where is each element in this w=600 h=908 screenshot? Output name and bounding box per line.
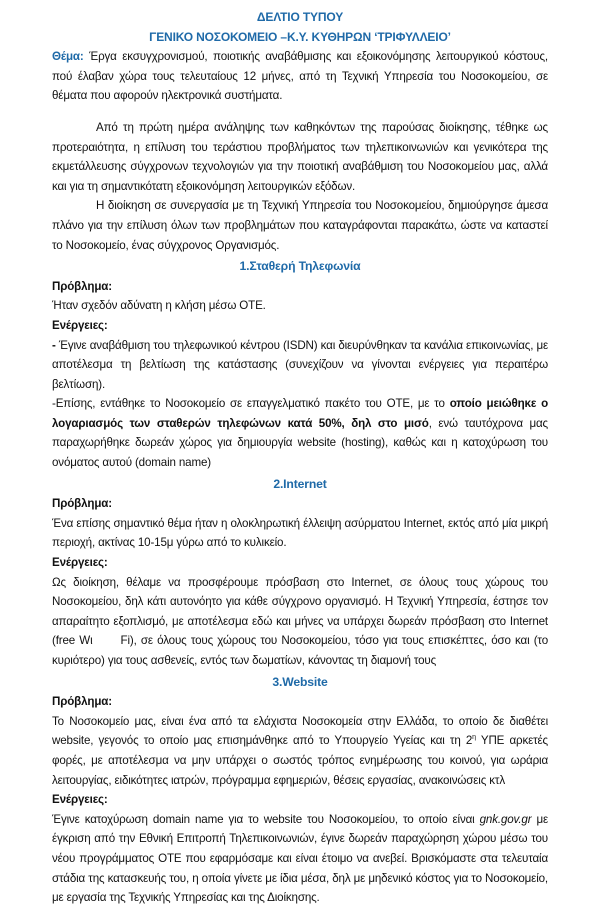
website-problem-post: ΥΠΕ αρκετές φορές, με αποτέλεσμα να μην υπάρχει ο σωστός τρόπος ενημέρωσης του κοινού, για ωράρια λειτουργίας, ειδικότητες ιατρών, πρόγραμμα εφημεριών, θέσεις εργασίας, ανακοινώσεις κτλ	[52, 734, 548, 787]
hospital-title: ΓΕΝΙΚΟ ΝΟΣΟΚΟΜΕΙΟ –Κ.Υ. ΚΥΘΗΡΩΝ ‘ΤΡΙΦΥΛΛΕΙΟ’	[149, 29, 451, 44]
domain-name: gnk.gov.gr	[479, 812, 532, 826]
subject-paragraph	[52, 47, 548, 106]
website-problem	[52, 712, 548, 790]
document-title: ΔΕΛΤΙΟ ΤΥΠΟΥ	[256, 10, 344, 24]
subject-text: Έργα εκσυγχρονισμού, ποιοτικής αναβάθμισης και εξοικονόμησης λειτουργικού κόστους, πού έλαβαν χώρα τους τελευταίους 12 μήνες, από τη Τεχνική Υπηρεσία του Νοσοκομείου, σε θέματα που αφορούν ηλεκτρονικά συστήματα.	[52, 50, 548, 103]
telephony-problem: Ήταν σχεδόν αδύνατη η κλήση μέσω ΟΤΕ.	[52, 299, 266, 313]
website-actions	[52, 810, 548, 908]
telephony-action-1	[52, 336, 548, 395]
telephony-action-2	[52, 394, 548, 472]
internet-actions	[52, 573, 548, 671]
intro-paragraph-2: Η διοίκηση σε συνεργασία με τη Τεχνική Υπηρεσία του Νοσοκομείου, δημιούργησε άμεσα πλάνο για την επίλυση όλων των προβλημάτων που καταγράφονται παρακάτω, ώστε να καταστεί το Νοσοκομείο, ένας σύγχρονος Οργανισμός.	[52, 199, 548, 252]
ordinal-superscript: η	[472, 734, 476, 742]
intro-paragraph-1: Από τη πρώτη ημέρα ανάληψης των καθηκόντων της παρούσας διοίκησης, τέθηκε ως προτεραιότητα, η επίλυση του τεράστιου προβλήματος των τηλεπικοινωνιών και γενικότερα της εκμετάλλευσης σύγχρονων τεχνολογιών για την ποιοτική αναβάθμιση του Νοσοκομείου μας, αλλά και για τη σημαντικότατη εξοικονόμηση λειτουργικών εξόδων.	[52, 120, 548, 193]
website-actions-post: με έγκριση από την Εθνική Επιτροπή Τηλεπικοινωνιών, έγινε δωρεάν παραχώρηση χώρου μέσω του νέου προγράμματος ΟΤΕ που εφαρμόσαμε και είναι έτοιμο να ανεβεί. Βρισκόμαστε στα τελευταία στάδια της κατασκευής του, η οποία γίνετε με ίδια μέσα, δηλ με μηδενικό κόστος για το Νοσοκομείο, με εργασία της Τεχνικής Υπηρεσίας και της Διοίκησης.	[52, 812, 548, 905]
website-problem-pre: Το Νοσοκομείο μας, είναι ένα από τα ελάχιστα Νοσοκομεία στην Ελλάδα, το οποίο δε διαθέτει website, γεγονός το οποίο μας επισημάνθηκε από το Υπουργείο Υγείας και τη 2	[52, 714, 548, 748]
actions-label: Ενέργειες:	[52, 318, 108, 332]
telephony-action-1-text: Έγινε αναβάθμιση του τηλεφωνικού κέντρου (ISDN) και διευρύνθηκαν τα κανάλια επικοινωνίας, με αποτέλεσμα τη βελτίωση της κατάστασης (συνεχίζουν να γίνονται ενέργειες για περαιτέρω βελτίωση).	[52, 338, 548, 391]
actions-label: Ενέργειες:	[52, 793, 108, 807]
actions-label: Ενέργειες:	[52, 556, 108, 570]
website-actions-pre: Έγινε κατοχύρωση domain name για το website του Νοσοκομείου, το οποίο είναι	[52, 812, 480, 826]
internet-problem: Ένα επίσης σημαντικό θέμα ήταν η ολοκληρωτική έλλειψη ασύρματου Internet, εκτός από μία μικρή περιοχή, ακτίνας 10-15μ γύρω από το κυλικείο.	[52, 516, 548, 550]
internet-actions-post: Fi), σε όλους τους χώρους του Νοσοκομείου, τόσο για τους επισκέπτες, όσο και (το κυριότερο) για τους ασθενείς, εντός των δωματίων, κάνοντας τη διαμονή τους	[52, 634, 548, 667]
telephony-action-2-bold: οποίο μειώθηκε ο λογαριασμός των σταθερών τηλεφώνων κατά 50%, δηλ στο μισό	[52, 397, 549, 430]
section-heading-telephony: 1.Σταθερή Τηλεφωνία	[239, 259, 361, 274]
problem-label: Πρόβλημα:	[52, 279, 112, 293]
problem-label: Πρόβλημα:	[52, 695, 112, 709]
internet-actions-pre: Ως διοίκηση, θέλαμε να προσφέρουμε πρόσβαση στο Internet, σε όλους τους χώρους του Νοσοκομείου, δηλ κάτι αυτονόητο για κάθε σύγχρονο οργανισμό. Η Τεχνική Υπηρεσία, έστησε τον απαραίτητο εξοπλισμό, με αποτέλεσμα εδώ και μήνες να υπάρχει δωρεάν πρόσβαση στο Internet (free Wι	[52, 575, 548, 648]
telephony-action-2-pre: -Επίσης, εντάθηκε το Νοσοκομείο σε επαγγελματικό πακέτο του ΟΤΕ, με το	[52, 397, 450, 411]
subject-label: Θέμα:	[52, 50, 84, 64]
section-heading-website: 3.Website	[272, 674, 328, 689]
section-heading-internet: 2.Internet	[273, 476, 327, 491]
telephony-action-2-post: , ενώ ταυτόχρονα μας παραχωρήθηκε δωρεάν χώρος για δημιουργία website (hosting), καθώς και η κατοχύρωση του ονόματος αυτού (domain name)	[52, 416, 548, 470]
problem-label: Πρόβλημα:	[52, 497, 112, 511]
bullet-dash: -	[52, 338, 59, 352]
